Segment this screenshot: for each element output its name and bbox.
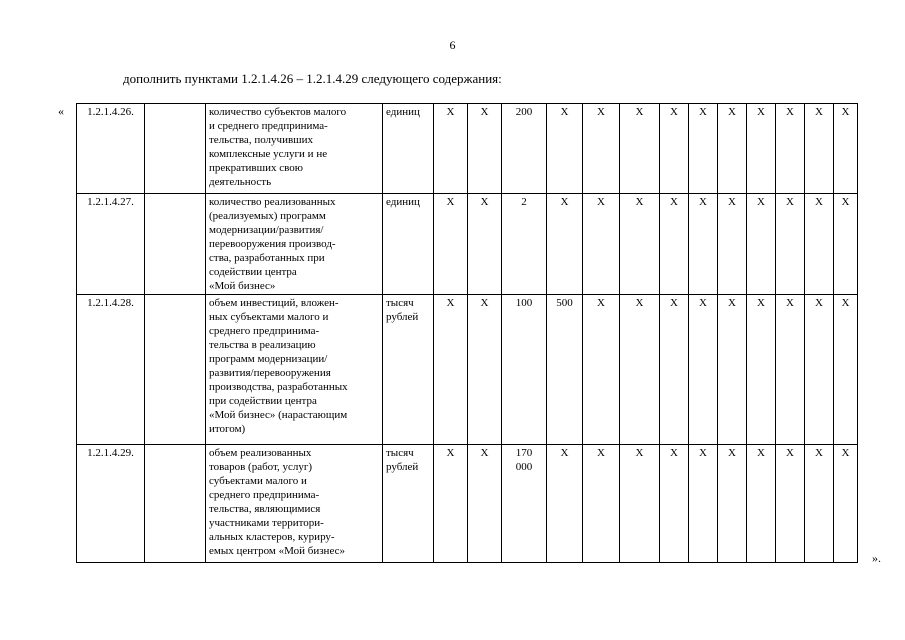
unit-of-measure [383,104,434,194]
description-line: среднего предпринима- [209,489,320,501]
value-line: Х [635,447,644,459]
value-cell [583,445,620,563]
value-cell [834,104,858,194]
value-line: Х [699,106,707,118]
description-line: участниками территори- [209,517,324,529]
description-line: количество реализованных [209,196,336,208]
value-cell [834,194,858,295]
value-line: Х [786,196,794,208]
description-line: содействии центра [209,266,297,278]
value-cell [468,194,502,295]
value-line: Х [728,297,736,309]
value-cell [660,295,689,445]
value-cell [502,295,547,445]
description-line: прекративших свою [209,162,303,174]
description-line: (реализуемых) программ [209,210,326,222]
value-cell [547,295,583,445]
value-cell [468,295,502,445]
value-cell [468,104,502,194]
value-cell [834,295,858,445]
value-cell [620,295,660,445]
value-line: Х [597,447,605,459]
value-line: Х [786,106,794,118]
value-line: Х [670,297,678,309]
description-line: модернизации/развития/ [209,224,324,236]
value-line: Х [841,297,850,309]
description-line: объем реализованных [209,447,312,459]
value-cell [689,295,718,445]
value-line: Х [699,297,707,309]
value-line: Х [635,297,644,309]
value-cell [805,295,834,445]
value-cell [434,445,468,563]
value-cell [502,194,547,295]
value-cell [776,194,805,295]
value-line: Х [815,106,823,118]
value-line: Х [670,106,678,118]
value-cell [718,104,747,194]
value-line: 100 [515,297,533,309]
opening-quote: « [58,104,64,118]
value-line: Х [560,106,569,118]
description-line: товаров (работ, услуг) [209,461,313,473]
description-line: программ модернизации/ [209,353,328,365]
empty-cell [145,295,206,445]
description-line: «Мой бизнес» (нарастающим [209,409,348,421]
indicator-description [206,445,383,563]
value-line: Х [670,447,678,459]
value-line: 000 [515,461,533,473]
value-cell [718,445,747,563]
value-cell [747,194,776,295]
value-line: Х [699,196,707,208]
value-cell [689,445,718,563]
value-cell [583,194,620,295]
value-line: 200 [515,106,533,118]
description-line: итогом) [209,423,246,435]
indicator-description [206,194,383,295]
table-row [77,445,858,563]
value-line: Х [480,447,489,459]
table-row [77,104,858,194]
value-cell [583,295,620,445]
value-line: Х [480,106,489,118]
value-line: Х [757,447,765,459]
unit-of-measure [383,194,434,295]
unit-line: единиц [386,106,420,118]
value-cell [805,194,834,295]
unit-line: тысяч [386,447,414,459]
value-cell [689,104,718,194]
value-cell [434,104,468,194]
table-row [77,295,858,445]
item-number: 1.2.1.4.27. [77,194,145,295]
value-line: Х [841,447,850,459]
value-line: Х [446,447,455,459]
value-line: Х [728,106,736,118]
value-line: Х [815,196,823,208]
value-cell [718,194,747,295]
description-line: субъектами малого и [209,475,307,487]
value-line: Х [670,196,678,208]
item-number: 1.2.1.4.29. [77,445,145,563]
value-line: Х [815,297,823,309]
value-line: Х [446,196,455,208]
value-cell [776,104,805,194]
unit-of-measure [383,295,434,445]
description-line: объем инвестиций, вложен- [209,297,339,309]
value-line: Х [757,106,765,118]
page-number: 6 [449,38,456,52]
indicator-description [206,295,383,445]
table-row [77,194,858,295]
value-line: 170 [515,447,533,459]
value-line: 500 [556,297,573,309]
description-line: ных субъектами малого и [209,311,329,323]
indicator-description [206,104,383,194]
value-cell [776,445,805,563]
value-cell [583,104,620,194]
indicators-table [76,103,858,563]
description-line: количество субъектов малого [209,106,347,118]
value-line: Х [446,106,455,118]
value-line: Х [699,447,707,459]
value-line: Х [480,297,489,309]
unit-line: рублей [386,461,419,473]
value-line: Х [560,196,569,208]
value-line: Х [786,447,794,459]
value-cell [434,295,468,445]
value-cell [502,104,547,194]
description-line: тельства, получивших [209,134,314,146]
unit-of-measure [383,445,434,563]
value-cell [620,104,660,194]
value-cell [805,104,834,194]
intro-text: дополнить пунктами 1.2.1.4.26 – 1.2.1.4.29 следующего содержания: [123,71,502,86]
value-cell [547,445,583,563]
description-line: ства, разработанных при [209,252,325,264]
description-line: развития/перевооружения [209,367,331,379]
unit-line: тысяч [386,297,414,309]
value-line: Х [597,297,605,309]
value-cell [502,445,547,563]
value-line: Х [597,196,605,208]
value-line: Х [786,297,794,309]
description-line: и среднего предпринима- [209,120,328,132]
value-line: Х [446,297,455,309]
value-cell [747,295,776,445]
value-cell [547,194,583,295]
description-line: «Мой бизнес» [209,280,276,292]
value-line: Х [757,196,765,208]
description-line: емых центром «Мой бизнес» [209,545,345,557]
description-line: перевооружения производ- [209,238,336,250]
empty-cell [145,104,206,194]
description-line: среднего предпринима- [209,325,320,337]
value-cell [718,295,747,445]
item-number: 1.2.1.4.28. [77,295,145,445]
value-line: Х [560,447,569,459]
unit-line: рублей [386,311,419,323]
value-line: Х [815,447,823,459]
unit-line: единиц [386,196,420,208]
value-cell [620,445,660,563]
description-line: деятельность [209,176,272,188]
value-line: Х [597,106,605,118]
empty-cell [145,194,206,295]
description-line: альных кластеров, куриру- [209,531,335,543]
value-cell [747,445,776,563]
value-line: Х [728,447,736,459]
value-line: Х [841,106,850,118]
value-cell [805,445,834,563]
description-line: комплексные услуги и не [209,148,328,160]
value-line: Х [728,196,736,208]
value-cell [660,194,689,295]
value-cell [620,194,660,295]
value-line: Х [757,297,765,309]
value-line: Х [480,196,489,208]
value-cell [747,104,776,194]
closing-quote: ». [872,551,881,565]
item-number: 1.2.1.4.26. [77,104,145,194]
description-line: тельства, являющимися [209,503,321,515]
description-line: при содействии центра [209,395,317,407]
value-cell [834,445,858,563]
value-cell [660,104,689,194]
value-line: Х [635,106,644,118]
value-line: Х [635,196,644,208]
value-cell [434,194,468,295]
value-line: Х [841,196,850,208]
value-cell [547,104,583,194]
value-cell [776,295,805,445]
description-line: производства, разработанных [209,381,348,393]
value-line: 2 [521,196,527,208]
value-cell [689,194,718,295]
description-line: тельства в реализацию [209,339,316,351]
value-cell [468,445,502,563]
value-cell [660,445,689,563]
empty-cell [145,445,206,563]
